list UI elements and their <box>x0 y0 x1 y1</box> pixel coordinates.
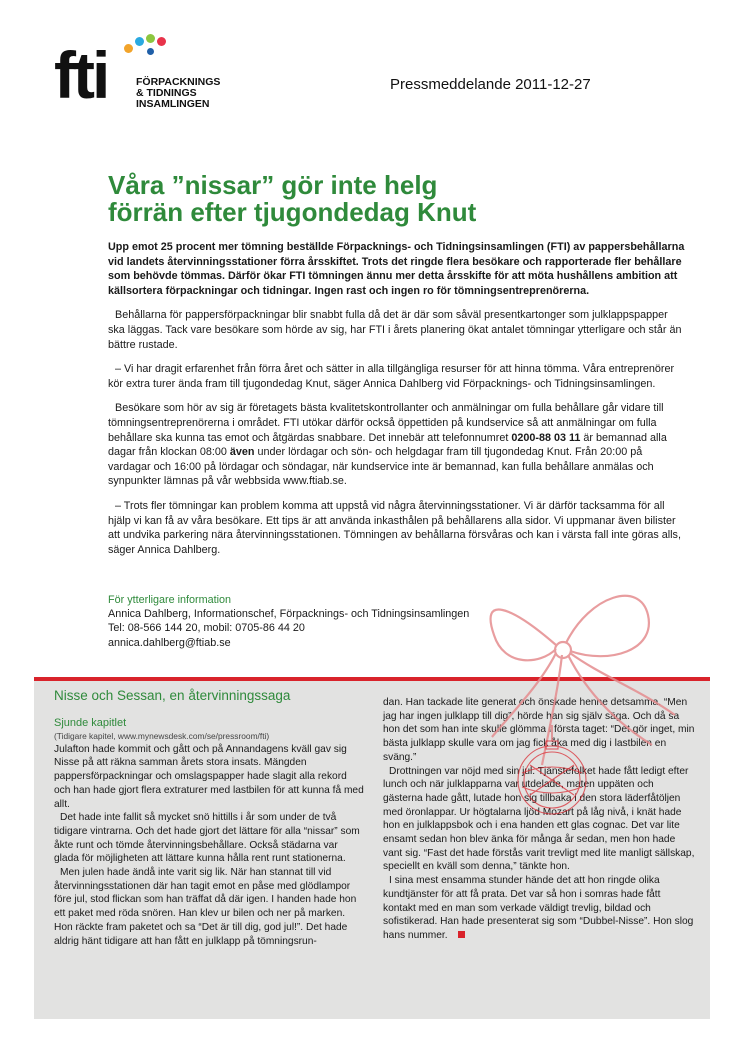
lead-paragraph: Upp emot 25 procent mer tömning beställde Förpacknings- och Tidningsinsamlingen (FTI) av pappersbehållarna vid landets återvinningsstationer förra årsskiftet. Trots det ringde flera besökare och rapporterade fler behållare som behövde tömmas. Därför ökar FTI tömningen ännu mer detta årsskifte för att möta hushållens ambition att källsortera förpackningar och tidningar. Ingen rast och ingen ro för tömningsentreprenörerna. <box>108 241 685 297</box>
phone-number: 0200-88 03 11 <box>511 431 581 444</box>
paragraph: Besökare som hör av sig är företagets bästa kvalitetskontrollanter och anmälningar om fulla behållare går vidare till tömningsentreprenörerna i området. FTI utökar därför också öppettiden på kundservice så att anmälningar om fulla behållare ska kunna tas emot och åtgärdas snabbare. Det innebär att telefonnumret 0200-88 03 11 är bemannad alla dagar från klockan 08:00 även under lördagar och sön- och helgdagar fram till tjugondedag Knut. Från 20:00 på vardagar och 16:00 på lördagar och söndagar, när kundservice inte är bemannad, kan fulla behållare anmälas och synpunkter lämnas på vår webbsida www.ftiab.se. <box>108 402 667 488</box>
fti-logo <box>54 34 254 124</box>
contact-heading: För ytterligare information <box>108 594 232 606</box>
story-title: Nisse och Sessan, en återvinningssaga <box>54 688 291 703</box>
story-paragraph: Men julen hade ändå inte varit sig lik. När han stannat till vid återvinningsstationen där han tagit emot en påse med glödlampor före jul, stod flickan som han träffat då där igen. I handen hade hon ett paket med röda snören. Han klev ur bilen och ner på marken. Hon räckte fram paketet och sa “Det är till dig, god jul!”. Det hade aldrig hänt tidigare att han fått en julklapp på tömningsrun- <box>54 867 357 947</box>
story-paragraph: Det hade inte fallit så mycket snö hittills i år som under de två tidigare vintrarna. Och det hade gjort det lättare för alla “nissar” som åkte runt och tömde återvinningsbehållare. Också städarna var glada för möjligheten att lättare kunna hålla rent runt stationerna. <box>54 812 360 865</box>
logo-subtitle: FÖRPACKNINGS & TIDNINGS INSAMLINGEN <box>136 76 221 110</box>
contact-phone: Tel: 08-566 144 20, mobil: 0705-86 44 20 <box>108 622 305 635</box>
story-column-left <box>54 711 364 948</box>
contact-info <box>108 593 469 650</box>
story-paragraph: Drottningen var nöjd med sin jul. Tjänstefolket hade fått ledigt efter lunch och när julklapparna var utdelade, maten uppäten och gästerna hade gått, lutade hon sig tillbaka i den stora läderfåtöljen med öronlappar. Ur högtalarna ljöd Mozart på låg nivå, i knät hade hon en julklappsbok och i ena handen ett glas cognac. Det var lite ensamt sedan hon blev änka för många år sedan, men hon hade vant sig. “Fast det hade förstås varit trevligt med lite manligt sällskap, speciellt en kväll som denna,” tänkte hon. <box>383 765 695 873</box>
story-paragraph: dan. Han tackade lite generat och önskade henne detsamma. “Men jag har ingen julklapp till dig”, hörde han sig själv säga. Och då sa hon det som han inte skulle glömma i första taget: “Det gör inget, min bästa julklapp skulle vara om jag fick åka med dig i lastbilen en sväng.” <box>383 697 695 763</box>
logo-wordmark: fti <box>54 38 108 112</box>
chapter-note: (Tidigare kapitel, www.mynewsdesk.com/se/pressroom/fti) <box>54 730 270 741</box>
story-paragraph: Julafton hade kommit och gått och på Annandagens kväll gav sig Nisse på att räkna samman årets stora insats. Mängden pappersförpackningar och omslagspapper hade slagit alla rekord och han hade gjort flera extraturer med lastbilen för att kunna få med allt. <box>54 743 364 810</box>
paragraph: Behållarna för pappersförpackningar blir snabbt fulla då det är där som såväl presentkartonger som julklappspapper ska läggas. Tack vare besökare som hörde av sig, har FTI i årets planering ökat antalet tömningar ytterligare och står än bättre rustade. <box>108 309 682 351</box>
quote-paragraph: – Trots fler tömningar kan problem komma att uppstå vid några återvinningsstationer. Vi är därför tacksamma för all hjälp vi kan få av våra besökare. Ett tips är att använda inkasthålen på behållarens alla sidor. Vi uppmanar även bilister att undvika parkering nära återvinningsstationen. Tömningen av behållarna försvåras och kan i värsta fall inte göras alls, säger Annica Dahlberg. <box>108 499 681 556</box>
article-body <box>108 240 686 567</box>
gift-bow-icon <box>470 575 690 835</box>
contact-name: Annica Dahlberg, Informationschef, Förpacknings- och Tidningsinsamlingen <box>108 608 470 621</box>
quote-paragraph: – Vi har dragit erfarenhet från förra året och sätter in alla tillgängliga resurser för att hinna tömma. Våra entreprenörer kör extra turer ända fram till tjugondedag Knut, säger Annica Dahlberg vid Förpacknings- och Tidningsinsamlingen. <box>108 363 675 390</box>
chapter-title: Sjunde kapitlet <box>54 717 127 729</box>
contact-email: annica.dahlberg@ftiab.se <box>108 636 231 649</box>
end-square-icon <box>458 931 465 938</box>
press-release-date: Pressmeddelande 2011-12-27 <box>390 76 591 93</box>
headline: Våra ”nissar” gör inte helg förrän efter tjugondedag Knut <box>108 170 477 227</box>
story-paragraph: I sina mest ensamma stunder hände det att hon ringde olika kundtjänster för att få prata. Det var så hon i somras hade fått kontakt med en man som verkade väldigt trevlig, bildad och sofistikerad. Han hade presenterat sig som “Dubbel-Nisse”. Hon slog hans nummer. <box>383 875 694 941</box>
